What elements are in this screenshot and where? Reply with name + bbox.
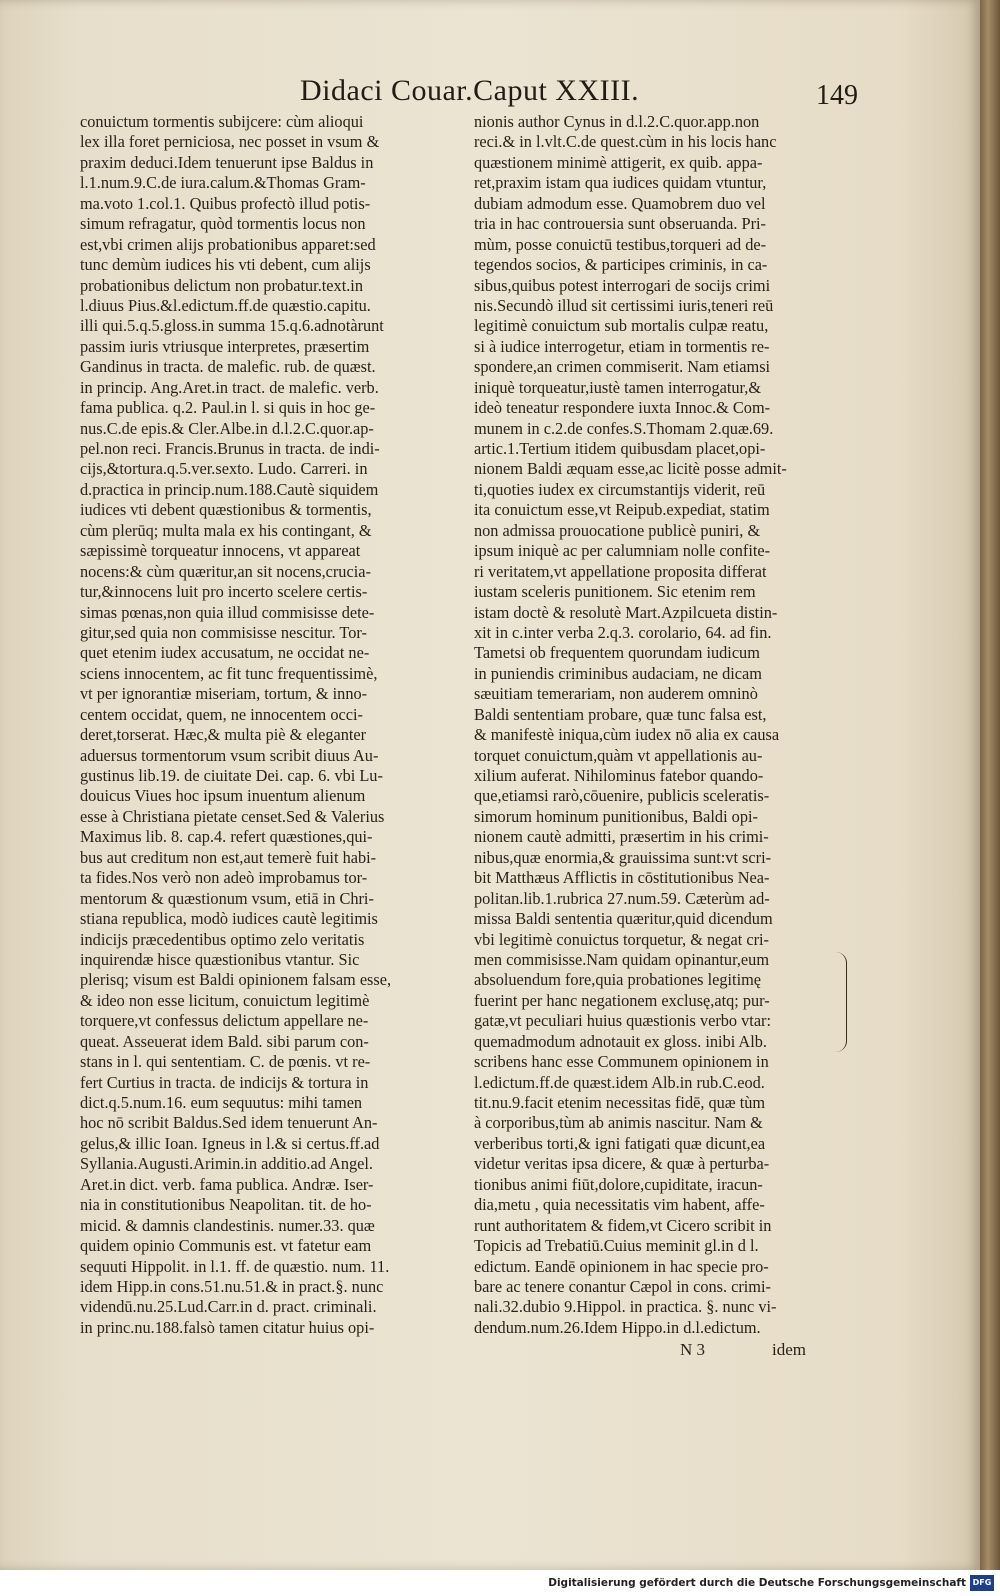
text-line: deret,torserat. Hæc,& multa piè & eleganter — [80, 725, 367, 745]
text-line: nocens:& cùm quæritur,an sit nocens,crucia- — [80, 561, 371, 581]
text-line: videtur veritas ipsa dicere, & quæ à perturba- — [474, 1154, 770, 1174]
text-line: missa Baldi sententia quæritur,quid dicendum — [474, 909, 773, 929]
text-line: dendum.num.26.Idem Hippo.in d.l.edictum. — [474, 1317, 761, 1337]
text-line: in princip. Ang.Aret.in tract. de malefic. verb. — [80, 377, 379, 397]
text-line: men commisisse.Nam quidam opinantur,eum — [474, 949, 770, 969]
text-line: videndū.nu.25.Lud.Carr.in d. pract. criminali. — [80, 1297, 377, 1317]
text-line: spondere,an crimen commiserit. Nam etiamsi — [474, 357, 771, 377]
text-line: munem in c.2.de confes.S.Thomam 2.quæ.69. — [474, 418, 774, 438]
text-line: non admissa prouocatione publicè puniri, & — [474, 520, 761, 540]
text-line: si à iudice interrogetur, etiam in tormentis re- — [474, 336, 770, 356]
text-line: nali.32.dubio 9.Hippol. in practica. §. nunc vi- — [474, 1297, 777, 1317]
text-line: vbi legitimè conuictus torquetur, & negat cri- — [474, 929, 769, 949]
text-line: bit Matthæus Afflictis in cōstitutionibus Nea- — [474, 868, 770, 888]
text-line: fama publica. q.2. Paul.in l. si quis in hoc ge- — [80, 398, 376, 418]
text-line: tunc demùm iudices his vti debent, cum alijs — [80, 255, 371, 275]
text-line: nus.C.de epis.& Cler.Albe.in d.l.2.C.quor.ap- — [80, 418, 374, 438]
text-line: artic.1.Tertium itidem quibusdam placet,opi- — [474, 439, 766, 458]
funding-credit: Digitalisierung gefördert durch die Deutsche Forschungsgemeinschaft — [548, 1577, 966, 1589]
text-line: xilium auferat. Nihilominus fatebor quando- — [474, 766, 764, 785]
text-line: quet etenim iudex accusatum, ne occidat ne- — [80, 643, 370, 663]
catchword: idem — [772, 1340, 806, 1359]
text-line: torquet conuictum,quàm vt appellationis au- — [474, 745, 763, 765]
text-line: reci.& in l.vlt.C.de quest.cùm in his locis hanc — [474, 132, 777, 152]
text-column-left — [80, 112, 450, 1338]
text-line: politan.lib.1.rubrica 27.num.59. Cæterùm ad- — [474, 888, 770, 908]
text-line: gitur,sed quia non commisisse nescitur. Tor- — [80, 622, 367, 642]
text-line: ti,quoties iudex ex circumstantijs viderit, reū — [474, 479, 766, 499]
text-line: fert Curtius in tracta. de indicijs & tortura in — [80, 1072, 369, 1092]
text-line: & ideo non esse licitum, conuictum legitimè — [80, 990, 370, 1010]
text-line: simum refragatur, quòd tormentis locus non — [80, 214, 366, 234]
text-line: ri veritatem,vt appellatione proposita differat — [474, 561, 767, 581]
text-line: ita conuictum esse,vt Reipub.expediat, statim — [474, 500, 770, 520]
text-line: douicus Viues hoc ipsum inuentum alienum — [80, 786, 366, 806]
text-line: d.practica in princip.num.188.Cautè siquidem — [80, 479, 379, 499]
text-line: quemadmodum adnotauit ex gloss. inibi Alb. — [474, 1031, 767, 1051]
text-line: gelus,& illic Ioan. Igneus in l.& si certus.ff.ad — [80, 1133, 380, 1153]
text-column-right — [474, 112, 844, 1338]
text-line: Baldi sententiam probare, quæ tunc falsa est, — [474, 704, 767, 724]
text-line: plerisq; visum est Baldi opinionem falsam esse, — [80, 970, 392, 990]
text-line: passim iuris vtriusque interpretes, præsertim — [80, 336, 370, 356]
text-line: sciens innocentem, ac fit tunc frequentissimè, — [80, 663, 378, 683]
text-line: dia,metu , quia necessitatis vim habent, affe- — [474, 1195, 765, 1215]
text-line: sibus,quibus potest interrogari de socijs crimi — [474, 275, 771, 295]
text-line: nionem Baldi æquam esse,ac licitè posse admit- — [474, 459, 787, 479]
text-line: ma.voto 1.col.1. Quibus profectò illud potis- — [80, 193, 371, 213]
text-line: illi qui.5.q.5.gloss.in summa 15.q.6.adnotàrunt — [80, 316, 384, 336]
text-line: istam doctè & resolutè Mart.Azpilcueta distin- — [474, 602, 778, 622]
text-line: micid. & damnis clandestinis. numer.33. quæ — [80, 1215, 375, 1235]
text-line: fuerint per hanc negationem exclusę,atq; pur- — [474, 990, 770, 1010]
text-line: nionem cautè admitti, præsertim in his crimi- — [474, 827, 769, 847]
text-line: dict.q.5.num.16. eum sequutus: mihi tamen — [80, 1093, 363, 1112]
text-line: Aret.in dict. verb. fama publica. Andræ. Iser- — [80, 1174, 374, 1194]
text-line: queat. Asseuerat idem Bald. sibi parum con- — [80, 1031, 369, 1051]
text-line: sequuti Hippolit. in l.1. ff. de quæstio. num. 11. — [80, 1256, 390, 1276]
text-line: à corporibus,tùm ab animis nascitur. Nam & — [474, 1113, 763, 1133]
text-line: pel.non reci. Francis.Brunus in tracta. de indi- — [80, 439, 380, 458]
text-line: gatæ,vt peculiari huius quæstionis verbo vtar: — [474, 1011, 772, 1031]
text-line: Tametsi ob frequentem quorundam iudicum — [474, 643, 760, 663]
digitization-footer — [0, 1572, 1000, 1596]
text-line: que,etiamsi rarò,cōuenire, publicis sceleratis- — [474, 786, 770, 806]
text-line: cùm plerūq; multa mala ex his contingant, & — [80, 520, 372, 540]
text-line: l.diuus Pius.&l.edictum.ff.de quæstio.capitu. — [80, 295, 371, 315]
text-line: legitimè conuictum sub mortalis culpæ reatu, — [474, 316, 769, 336]
text-line: iustam sceleris punitionem. Sic etenim rem — [474, 582, 756, 602]
text-line: & manifestè iniqua,cùm iudex nō alia ex causa — [474, 725, 780, 745]
text-line: stiana republica, modò iudices cautè legitimis — [80, 909, 378, 929]
text-line: absoluendum fore,quia probationes legitimę — [474, 970, 762, 990]
running-title: Didaci Couar.Caput XXIII. — [300, 74, 640, 107]
text-line: xit in c.inter verba 2.q.3. corolario, 64. ad fin. — [474, 622, 772, 642]
book-fore-edge — [980, 0, 1000, 1570]
text-line: mùm, posse conuictū testibus,torqueri ad de- — [474, 234, 767, 254]
text-line: Maximus lib. 8. cap.4. refert quæstiones,qui- — [80, 827, 373, 847]
margin-bracket-mark — [836, 952, 847, 1052]
text-line: ideò teneatur respondere iuxta Innoc.& Com- — [474, 398, 771, 418]
text-line: inquirendæ hisce quæstionibus vtantur. Sic — [80, 949, 360, 969]
text-line: praxim deduci.Idem tenuerunt ipse Baldus in — [80, 152, 374, 172]
text-line: cijs,&tortura.q.5.ver.sexto. Ludo. Carreri. in — [80, 459, 368, 479]
text-line: tria in hac controuersia sunt obseruanda. Pri- — [474, 214, 766, 234]
text-line: in puniendis criminibus audaciam, ne dicam — [474, 663, 762, 683]
text-line: mentorum & quæstionum vsum, etiā in Chri- — [80, 888, 374, 908]
text-line: runt authoritatem & fidem,vt Cicero scribit in — [474, 1215, 772, 1235]
text-line: nis.Secundò illud sit certissimi iuris,teneri reū — [474, 295, 774, 315]
text-line: tionibus animi fiūt,dolore,cupiditate, iracun- — [474, 1174, 763, 1194]
text-line: dubiam admodum esse. Quamobrem duo vel — [474, 193, 766, 213]
signature-mark: N 3 — [680, 1340, 706, 1359]
text-line: l.1.num.9.C.de iura.calum.&Thomas Gram- — [80, 173, 366, 193]
dfg-logo-icon: DFG — [970, 1575, 994, 1591]
text-line: indicijs præcedentibus optimo zelo veritatis — [80, 929, 365, 949]
text-line: scribens hanc esse Communem opinionem in — [474, 1052, 769, 1072]
text-line: bare ac tenere conantur Cæpol in cons. crimi- — [474, 1276, 771, 1296]
text-line: tit.nu.9.facit etenim necessitas fidē, quæ tùm — [474, 1093, 766, 1112]
text-line: ret,praxim istam qua iudices quidam vtuntur, — [474, 173, 767, 193]
text-line: ipsum iniquè ac per calumniam nolle confite- — [474, 541, 771, 561]
text-line: aduersus tormentorum vsum scribit diuus Au- — [80, 745, 379, 765]
text-line: Gandinus in tracta. de malefic. rub. de quæst. — [80, 357, 376, 377]
text-line: tur,&innocens luit pro incerto scelere certis- — [80, 582, 368, 602]
text-line: gustinus lib.19. de ciuitate Dei. cap. 6. vbi Lu- — [80, 766, 383, 785]
text-line: hoc nō scribit Baldus.Sed idem tenuerunt An- — [80, 1113, 378, 1133]
text-line: quæstionem minimè attigerit, ex quib. appa- — [474, 152, 763, 172]
text-line: sæuitiam temerariam, non auderem omninò — [474, 684, 758, 704]
text-line: stans in l. qui sententiam. C. de pœnis. vt re- — [80, 1052, 371, 1072]
text-line: iudices vti debent quæstionibus & tormentis, — [80, 500, 372, 520]
text-line: sæpissimè torqueatur innocens, vt appareat — [80, 541, 361, 561]
text-line: edictum. Eandē opinionem in hac specie pro- — [474, 1256, 769, 1276]
text-line: nibus,quæ enormia,& grauissima sunt:vt scri- — [474, 847, 772, 867]
text-line: quidem opinio Communis est. vt fatetur eam — [80, 1236, 372, 1256]
text-line: tegendos socios, & participes criminis, in ca- — [474, 255, 768, 275]
text-line: nionis author Cynus in d.l.2.C.quor.app.non — [474, 112, 760, 131]
text-line: idem Hipp.in cons.51.nu.51.& in pract.§. nunc — [80, 1276, 384, 1296]
text-line: simas pœnas,non quia illud commisisse dete- — [80, 602, 375, 622]
text-line: est,vbi crimen alijs probationibus apparet:sed — [80, 234, 376, 254]
text-line: centem occidat, quem, ne innocentem occi- — [80, 704, 363, 724]
text-line: esse à Christiana pietate censet.Sed & Valerius — [80, 806, 385, 826]
text-line: bus aut creditum non est,aut temerè fuit habi- — [80, 847, 377, 867]
text-line: nia in constitutionibus Neapolitan. tit. de ho- — [80, 1195, 372, 1215]
text-line: conuictum tormentis subijcere: cùm alioqui — [80, 112, 364, 131]
text-line: in princ.nu.188.falsò tamen citatur huius opi- — [80, 1317, 375, 1337]
text-line: Syllania.Augusti.Arimin.in additio.ad Angel. — [80, 1154, 373, 1174]
folio-number: 149 — [816, 80, 858, 111]
text-line: probationibus delictum non probatur.text.in — [80, 275, 363, 295]
text-line: simorum hominum punitionibus, Baldi opi- — [474, 806, 758, 826]
text-line: torquere,vt confessus delictum appellare ne- — [80, 1011, 369, 1031]
text-line: lex illa foret perniciosa, nec posset in vsum & — [80, 132, 380, 152]
text-line: vt per ignorantiæ miseriam, tortum, & inno- — [80, 684, 368, 704]
text-line: ta fides.Nos verò non adeò improbamus tor- — [80, 868, 368, 888]
text-line: l.edictum.ff.de quæst.idem Alb.in rub.C.eod. — [474, 1072, 765, 1092]
text-line: Topicis ad Trebatiū.Cuius meminit gl.in d l. — [474, 1236, 759, 1256]
text-line: iniquè torqueatur,iustè tamen interrogatur,& — [474, 377, 762, 397]
text-line: verberibus torti,& igni fatigati quæ dicunt,ea — [474, 1133, 766, 1153]
